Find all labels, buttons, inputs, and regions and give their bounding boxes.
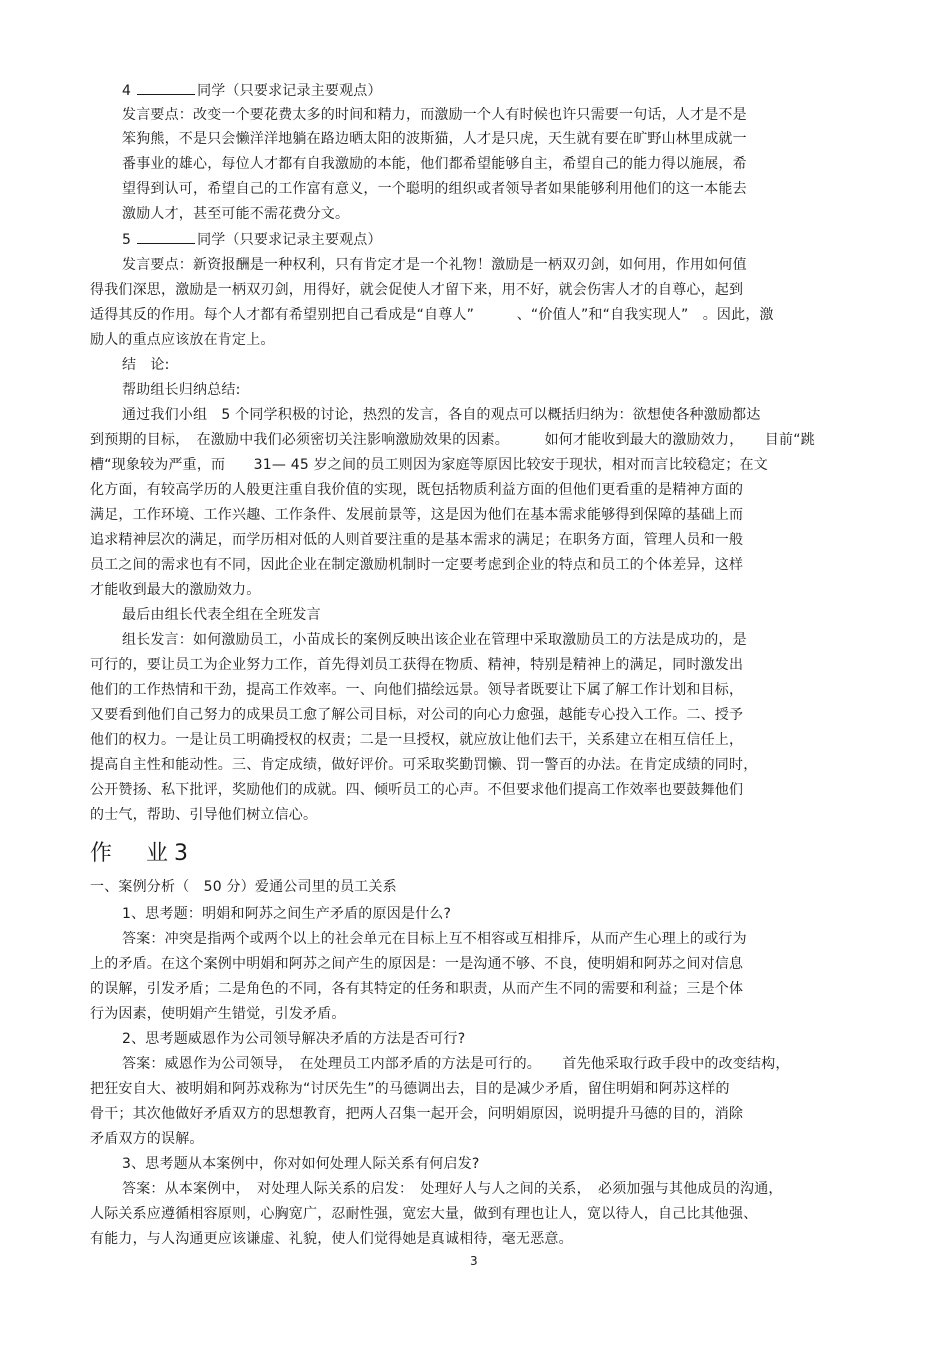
conclusion-line: 化方面，有较高学历的人般更注重自我价值的实现，既包括物质利益方面的但他们更看重的是精神方面的	[90, 482, 744, 498]
item4-line: 番事业的雄心，每位人才都有自我激励的本能，他们都希望能够自主，希望自己的能力得以施展，希	[122, 156, 747, 172]
item4-line: 发言要点：改变一个要花费太多的时间和精力，而激励一个人有时候也许只需要一句话，人才是不是	[122, 107, 747, 123]
case-title: 一、案例分析（ 50 分）爱通公司里的员工关系	[90, 879, 397, 895]
leader-speech-line: 他们的权力。一是让员工明确授权的权责；二是一旦授权，就应放让他们去干，关系建立在相互信任上，	[90, 732, 744, 748]
leader-speech-line: 可行的，要让员工为企业努力工作，首先得刘员工获得在物质、精神，特别是精神上的满足，同时激发出	[90, 657, 744, 673]
answer-1-line: 行为因素，使明娟产生错觉，引发矛盾。	[90, 1006, 346, 1022]
conclusion-line: 通过我们小组 5 个同学积极的讨论，热烈的发言，各自的观点可以概括归纳为：欲想使各种激励都达	[122, 407, 761, 423]
item5-heading	[122, 231, 382, 249]
answer-1-line: 答案：冲突是指两个或两个以上的社会单元在目标上互不相容或互相排斥，从而产生心理上的或行为	[122, 931, 747, 947]
conclusion-line: 员工之间的需求也有不同，因此企业在制定激励机制时一定要考虑到企业的特点和员工的个体差异，这样	[90, 557, 744, 573]
item5-line: 得我们深思，激励是一柄双刃剑，用得好，就会促使人才留下来，用不好，就会伤害人才的自尊心，起到	[90, 282, 744, 298]
conclusion-line: 追求精神层次的满足，而学历相对低的人则首要注重的是基本需求的满足；在职务方面，管理人员和一般	[90, 532, 744, 548]
item5-line: 适得其反的作用。每个人才都有希望别把自己看成是“自尊人” 、“价值人”和“自我实现人” 。因此，激	[90, 307, 774, 323]
leader-speech-line: 的士气，帮助、引导他们树立信心。	[90, 807, 318, 823]
item5-name-blank	[137, 231, 195, 244]
homework3-title: 作 业3	[90, 841, 194, 866]
item4-suffix: 同学（只要求记录主要观点）	[197, 83, 382, 99]
answer-3-line: 答案：从本案例中， 对处理人际关系的启发： 处理好人与人之间的关系， 必须加强与其他成员的沟通，	[122, 1181, 783, 1197]
item4-line: 激励人才，甚至可能不需花费分文。	[122, 206, 350, 222]
item4-line: 望得到认可，希望自己的工作富有意义，一个聪明的组织或者领导者如果能够利用他们的这一本能去	[122, 181, 747, 197]
leader-speech-line: 组长发言：如何激励员工，小苗成长的案例反映出该企业在管理中采取激励员工的方法是成功的，是	[122, 632, 747, 648]
leader-speech-line: 他们的工作热情和干劲，提高工作效率。一、向他们描绘远景。领导者既要让下属了解工作计划和目标，	[90, 682, 744, 698]
conclusion-line: 才能收到最大的激励效力。	[90, 582, 261, 598]
item4-number: 4	[122, 83, 132, 99]
answer-2-line: 把狂安自大、被明娟和阿苏戏称为“讨厌先生”的马德调出去，目的是减少矛盾，留住明娟和阿苏这样的	[90, 1081, 730, 1097]
answer-3-line: 有能力，与人沟通更应该谦虚、礼貌，使人们觉得她是真诚相待，毫无恶意。	[90, 1231, 573, 1247]
item4-name-blank	[137, 82, 195, 95]
question-2: 2、思考题威恩作为公司领导解决矛盾的方法是否可行?	[122, 1031, 466, 1047]
answer-3-line: 人际关系应遵循相容原则，心胸宽广，忍耐性强，宽宏大量，做到有理也让人，宽以待人，自己比其他强、	[90, 1206, 758, 1222]
item5-suffix: 同学（只要求记录主要观点）	[197, 232, 382, 248]
conclusion-line: 到预期的目标， 在激励中我们必须密切关注影响激励效果的因素。 如何才能收到最大的激励效力， 目前“跳	[90, 432, 815, 448]
item4-heading	[122, 82, 382, 100]
page-number: 3	[470, 1254, 478, 1268]
answer-1-line: 上的矛盾。在这个案例中明娟和阿苏之间产生的原因是：一是沟通不够、不良，使明娟和阿苏之间对信息	[90, 956, 744, 972]
conclusion-intro: 帮助组长归纳总结:	[122, 382, 241, 398]
answer-2-line: 矛盾双方的误解。	[90, 1131, 204, 1147]
answer-2-line: 答案：威恩作为公司领导， 在处理员工内部矛盾的方法是可行的。 首先他采取行政手段中的改变结构，	[122, 1056, 790, 1072]
item5-line: 发言要点：新资报酬是一种权利，只有肯定才是一个礼物！激励是一柄双刃剑，如何用，作用如何值	[122, 257, 747, 273]
item5-number: 5	[122, 232, 132, 248]
conclusion-label: 结 论:	[122, 357, 170, 373]
question-1: 1、思考题：明娟和阿苏之间生产矛盾的原因是什么?	[122, 906, 452, 922]
answer-2-line: 骨干；其次他做好矛盾双方的思想教育，把两人召集一起开会，问明娟原因，说明提升马德的目的，消除	[90, 1106, 744, 1122]
final-speech-intro: 最后由组长代表全组在全班发言	[122, 607, 321, 623]
leader-speech-line: 提高自主性和能动性。三、肯定成绩，做好评价。可采取奖勤罚懒、罚一警百的办法。在肯定成绩的同时，	[90, 757, 758, 773]
question-3: 3、思考题从本案例中，你对如何处理人际关系有何启发?	[122, 1156, 480, 1172]
leader-speech-line: 又要看到他们自己努力的成果员工愈了解公司目标，对公司的向心力愈强，越能专心投入工作。二、授予	[90, 707, 744, 723]
answer-1-line: 的误解，引发矛盾；二是角色的不同，各有其特定的任务和职责，从而产生不同的需要和利益；三是个体	[90, 981, 744, 997]
item5-line: 励人的重点应该放在肯定上。	[90, 332, 275, 348]
item4-line: 笨狗熊，不是只会懒洋洋地躺在路边晒太阳的波斯猫，人才是只虎，天生就有要在旷野山林里成就一	[122, 131, 747, 147]
leader-speech-line: 公开赞扬、私下批评，奖励他们的成就。四、倾听员工的心声。不但要求他们提高工作效率也要鼓舞他们	[90, 782, 744, 798]
conclusion-line: 满足，工作环境、工作兴趣、工作条件、发展前景等，这是因为他们在基本需求能够得到保障的基础上而	[90, 507, 744, 523]
conclusion-line: 槽“现象较为严重，而 31— 45 岁之间的员工则因为家庭等原因比较安于现状，相对而言比较稳定；在文	[90, 457, 768, 473]
